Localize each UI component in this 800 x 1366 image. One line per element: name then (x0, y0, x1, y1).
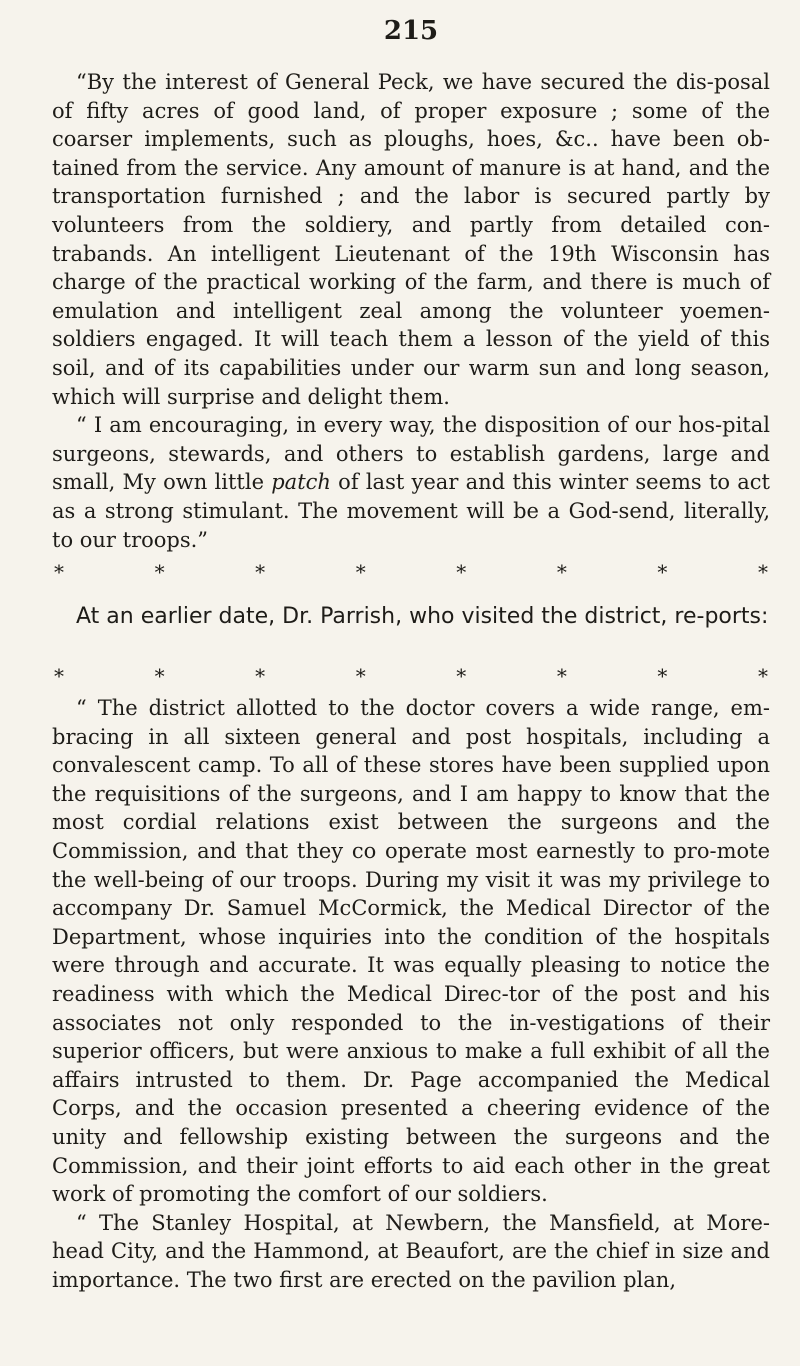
asterisk-mark: * (757, 560, 768, 585)
paragraph-district: “ The district allotted to the doctor covers a wide range, em-bracing in all sixteen general and post hospitals, including a convalescent camp. To all of these stores have been supplied upon the requisitions of the surgeons, and I am happy to know that the most cordial relations exist between the surgeons and the Commission, and that they co operate most earnestly to pro-mote the well-being of our troops. During my visit it was my privilege to accompany Dr. Samuel McCormick, the Medical Director of the Department, whose inquiries into the condition of the hospitals were through and accurate. It was equally pleasing to notice the readiness with which the Medical Direc-tor of the post and his associates not only responded to the in-vestigations of their superior officers, but were anxious to make a full exhibit of all the affairs intrusted to them. Dr. Page accompanied the Medical Corps, and the occasion presented a cheering evidence of the unity and fellowship existing between the surgeons and the Commission, and their joint efforts to aid each other in the great work of promoting the comfort of our soldiers. (52, 696, 770, 1207)
asterisk-mark: * (355, 560, 366, 585)
asterisk-mark: * (757, 664, 768, 689)
asterisk-mark: * (255, 560, 266, 585)
asterisk-mark: * (255, 664, 266, 689)
asterisk-mark: * (556, 560, 567, 585)
page-number: 215 (383, 16, 439, 46)
paragraph-gardens (52, 411, 770, 554)
asterism-divider (52, 664, 770, 688)
asterisk-mark: * (556, 664, 567, 689)
italic-word-patch: patch (271, 470, 331, 495)
asterisk-mark: * (154, 560, 165, 585)
asterism-divider (52, 560, 770, 584)
asterisk-mark: * (456, 560, 467, 585)
asterisk-mark: * (154, 664, 165, 689)
asterisk-mark: * (54, 664, 64, 689)
paragraph-farm: “By the interest of General Peck, we have secured the dis-posal of fifty acres of good land, of proper exposure ; some of the coarser implements, such as ploughs, hoes, &c.. have been ob-tained from the service. Any amount of manure is at hand, and the transportation furnished ; and the labor is secured partly by volunteers from the soldiery, and partly from detailed con-trabands. An intelligent Lieutenant of the 19th Wisconsin has charge of the practical working of the farm, and there is much of emulation and intelligent zeal among the volunteer yoemen-soldiers engaged. It will teach them a lesson of the yield of this soil, and of its capabilities under our warm sun and long season, which will surprise and delight them. (52, 70, 770, 409)
asterisk-mark: * (657, 664, 668, 689)
paragraph-hospitals: “ The Stanley Hospital, at Newbern, the Mansfield, at More-head City, and the Hammond, at Beaufort, are the chief in size and importance. The two first are erected on the pavilion plan, (52, 1210, 770, 1292)
asterisk-mark: * (657, 560, 668, 585)
paragraph-gardens-text-b: of last year and this winter seems to act as a strong stimulant. The movement will be a God-send, literally, to our troops.” (52, 470, 770, 552)
paragraph-intro-parrish: At an earlier date, Dr. Parrish, who visited the district, re-ports: (76, 604, 769, 630)
paragraph-gardens-text-a: “ I am encouraging, in every way, the disposition of our hos-pital surgeons, stewards, and others to establish gardens, large and small, My own little (52, 413, 770, 495)
asterisk-mark: * (54, 560, 64, 585)
asterisk-mark: * (355, 664, 366, 689)
asterisk-mark: * (456, 664, 467, 689)
